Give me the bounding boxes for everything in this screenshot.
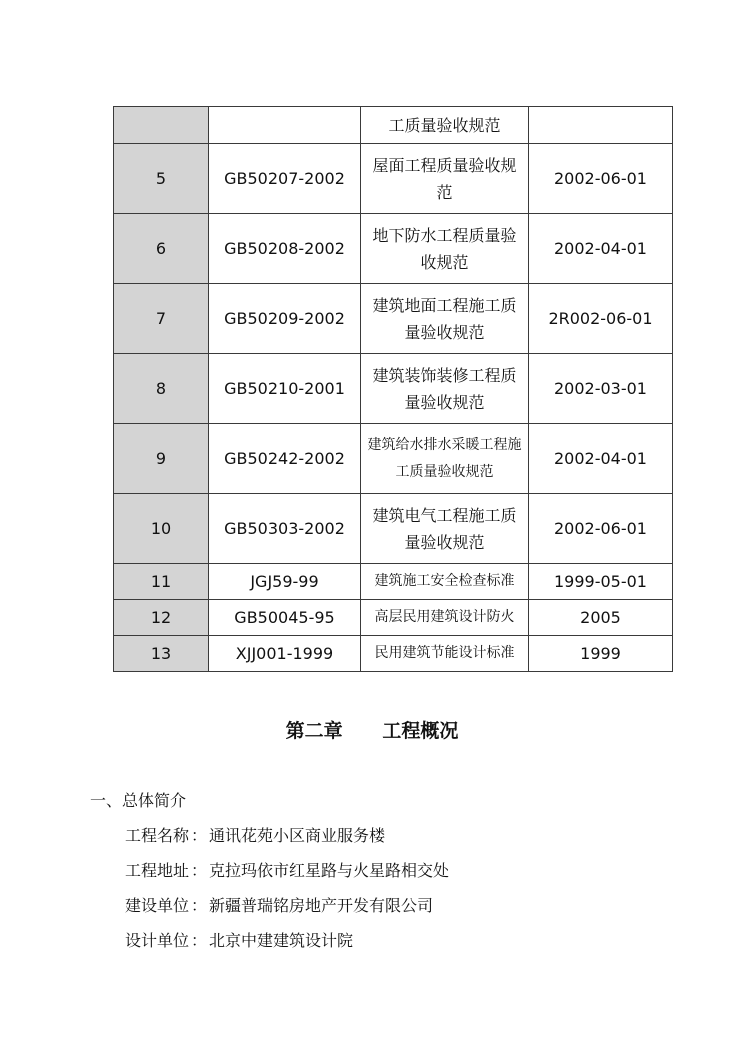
- effective-date-cell: 1999: [529, 636, 673, 672]
- row-number-cell: 9: [114, 424, 209, 494]
- table-row: [114, 564, 673, 600]
- standard-name-cell: 屋面工程质量验收规范: [361, 144, 529, 214]
- standard-name-cell: 地下防水工程质量验收规范: [361, 214, 529, 284]
- info-value: 北京中建建筑设计院: [209, 931, 354, 950]
- row-number-cell: 10: [114, 494, 209, 564]
- colon-separator: ：: [191, 931, 208, 950]
- standard-name-cell: 建筑装饰装修工程质量验收规范: [361, 354, 529, 424]
- info-label: 工程名称: [125, 826, 190, 845]
- effective-date-cell: 2002-06-01: [529, 494, 673, 564]
- row-number-cell: 7: [114, 284, 209, 354]
- table-row: [114, 600, 673, 636]
- row-number-cell: 5: [114, 144, 209, 214]
- standard-code-cell: GB50207-2002: [209, 144, 361, 214]
- table-row: [114, 636, 673, 672]
- standard-code-cell: GB50209-2002: [209, 284, 361, 354]
- table-row: [114, 144, 673, 214]
- table-row: [114, 284, 673, 354]
- colon-separator: ：: [191, 861, 208, 880]
- standard-code-cell: GB50208-2002: [209, 214, 361, 284]
- info-value: 通讯花苑小区商业服务楼: [209, 826, 386, 845]
- standard-code-cell: GB50303-2002: [209, 494, 361, 564]
- standard-code-cell: XJJ001-1999: [209, 636, 361, 672]
- standard-code-cell: JGJ59-99: [209, 564, 361, 600]
- effective-date-cell: [529, 107, 673, 144]
- project-info-line: [125, 893, 433, 916]
- standard-code-cell: GB50045-95: [209, 600, 361, 636]
- row-number-cell: 13: [114, 636, 209, 672]
- project-info-line: [125, 928, 353, 951]
- effective-date-cell: 2005: [529, 600, 673, 636]
- table-row: [114, 424, 673, 494]
- effective-date-cell: 2002-04-01: [529, 214, 673, 284]
- standard-name-cell: 建筑电气工程施工质量验收规范: [361, 494, 529, 564]
- standard-name-cell: 高层民用建筑设计防火: [361, 600, 529, 636]
- table-row: [114, 214, 673, 284]
- row-number-cell: 11: [114, 564, 209, 600]
- row-number-cell: 12: [114, 600, 209, 636]
- info-label: 建设单位: [125, 896, 190, 915]
- standard-name-cell: 民用建筑节能设计标准: [361, 636, 529, 672]
- table-row: [114, 354, 673, 424]
- standards-table: [113, 106, 673, 672]
- project-info-line: [125, 858, 449, 881]
- table-row: [114, 107, 673, 144]
- info-label: 设计单位: [125, 931, 190, 950]
- row-number-cell: 6: [114, 214, 209, 284]
- section-title: 一、总体简介: [90, 791, 187, 810]
- standard-code-cell: GB50210-2001: [209, 354, 361, 424]
- standard-code-cell: [209, 107, 361, 144]
- standard-code-cell: GB50242-2002: [209, 424, 361, 494]
- standard-name-cell: 建筑施工安全检查标准: [361, 564, 529, 600]
- row-number-cell: 8: [114, 354, 209, 424]
- colon-separator: ：: [191, 896, 208, 915]
- effective-date-cell: 2002-03-01: [529, 354, 673, 424]
- effective-date-cell: 2R002-06-01: [529, 284, 673, 354]
- standard-name-cell: 工质量验收规范: [361, 107, 529, 144]
- effective-date-cell: 2002-06-01: [529, 144, 673, 214]
- effective-date-cell: 1999-05-01: [529, 564, 673, 600]
- table-row: [114, 494, 673, 564]
- standard-name-cell: 建筑给水排水采暖工程施工质量验收规范: [361, 424, 529, 494]
- colon-separator: ：: [191, 826, 208, 845]
- standard-name-cell: 建筑地面工程施工质量验收规范: [361, 284, 529, 354]
- effective-date-cell: 2002-04-01: [529, 424, 673, 494]
- info-value: 克拉玛依市红星路与火星路相交处: [209, 861, 450, 880]
- row-number-cell: [114, 107, 209, 144]
- chapter-heading: 第二章 工程概况: [285, 720, 459, 742]
- info-value: 新疆普瑞铭房地产开发有限公司: [209, 896, 434, 915]
- project-info-line: [125, 823, 385, 846]
- info-label: 工程地址: [125, 861, 190, 880]
